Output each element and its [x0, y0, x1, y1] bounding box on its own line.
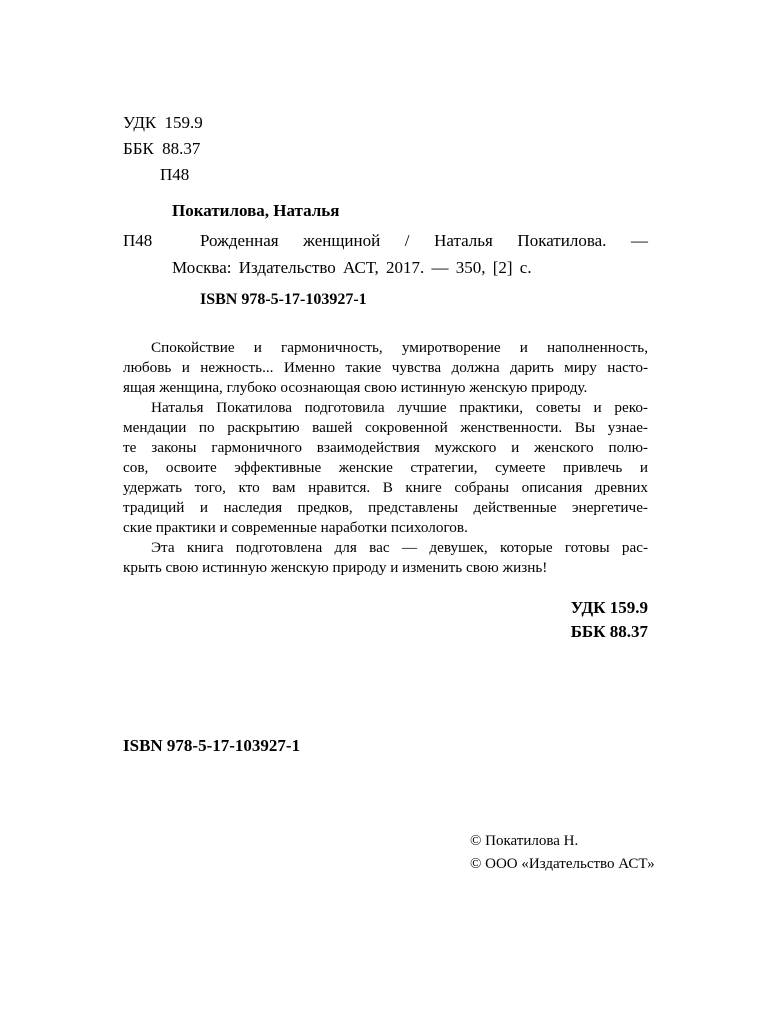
isbn-top: ISBN 978-5-17-103927-1 [200, 291, 367, 308]
annotation-line: те законы гармоничного взаимодействия мужского и женского полю- [123, 439, 648, 456]
bibliographic-description [172, 227, 648, 281]
annotation-line: ские практики и современные наработки психологов. [123, 519, 468, 536]
bibliographic-line: Рожденная женщиной / Наталья Покатилова. — [200, 231, 648, 250]
annotation-line: традиций и наследия предков, представлены действенные энергетиче- [123, 499, 648, 516]
annotation-line: Спокойствие и гармоничность, умиротворение и наполненность, [151, 339, 648, 356]
copyright-publisher: © ООО «Издательство АСТ» [470, 856, 655, 872]
bbk-code-bottom: ББК 88.37 [570, 622, 648, 641]
udk-code-top: УДК 159.9 [123, 113, 203, 132]
author-sign-code-top: П48 [160, 165, 190, 184]
annotation-line: Наталья Покатилова подготовила лучшие практики, советы и реко- [151, 399, 648, 416]
copyright-block [470, 830, 655, 876]
bbk-code-top: ББК 88.37 [123, 139, 201, 158]
annotation-line: любовь и нежность... Именно такие чувства должна дарить миру насто- [123, 359, 648, 376]
author-heading: Покатилова, Наталья [172, 201, 340, 220]
bibliographic-line: Москва: Издательство АСТ, 2017. — 350, [2] с. [172, 258, 532, 277]
classification-codes-bottom [571, 596, 648, 644]
classification-codes-top [123, 110, 203, 188]
author-sign-code-margin: П48 [123, 231, 153, 250]
annotation-line: ящая женщина, глубоко осознающая свою истинную женскую природу. [123, 379, 588, 396]
annotation-line: Эта книга подготовлена для вас — девушек, которые готовы рас- [151, 539, 648, 556]
annotation-line: мендации по раскрытию вашей сокровенной женственности. Вы узнае- [123, 419, 648, 436]
bibliographic-entry [123, 227, 648, 281]
annotation-line: удержать того, кто вам нравится. В книге собраны описания древних [123, 479, 648, 496]
copyright-author: © Покатилова Н. [470, 833, 579, 849]
annotation-line: крыть свою истинную женскую природу и изменить свою жизнь! [123, 559, 548, 576]
annotation-line: сов, освоите эффективные женские стратегии, сумеете привлечь и [123, 459, 648, 476]
isbn-bottom: ISBN 978-5-17-103927-1 [123, 736, 301, 755]
annotation-text [123, 338, 648, 578]
udk-code-bottom: УДК 159.9 [570, 598, 648, 617]
